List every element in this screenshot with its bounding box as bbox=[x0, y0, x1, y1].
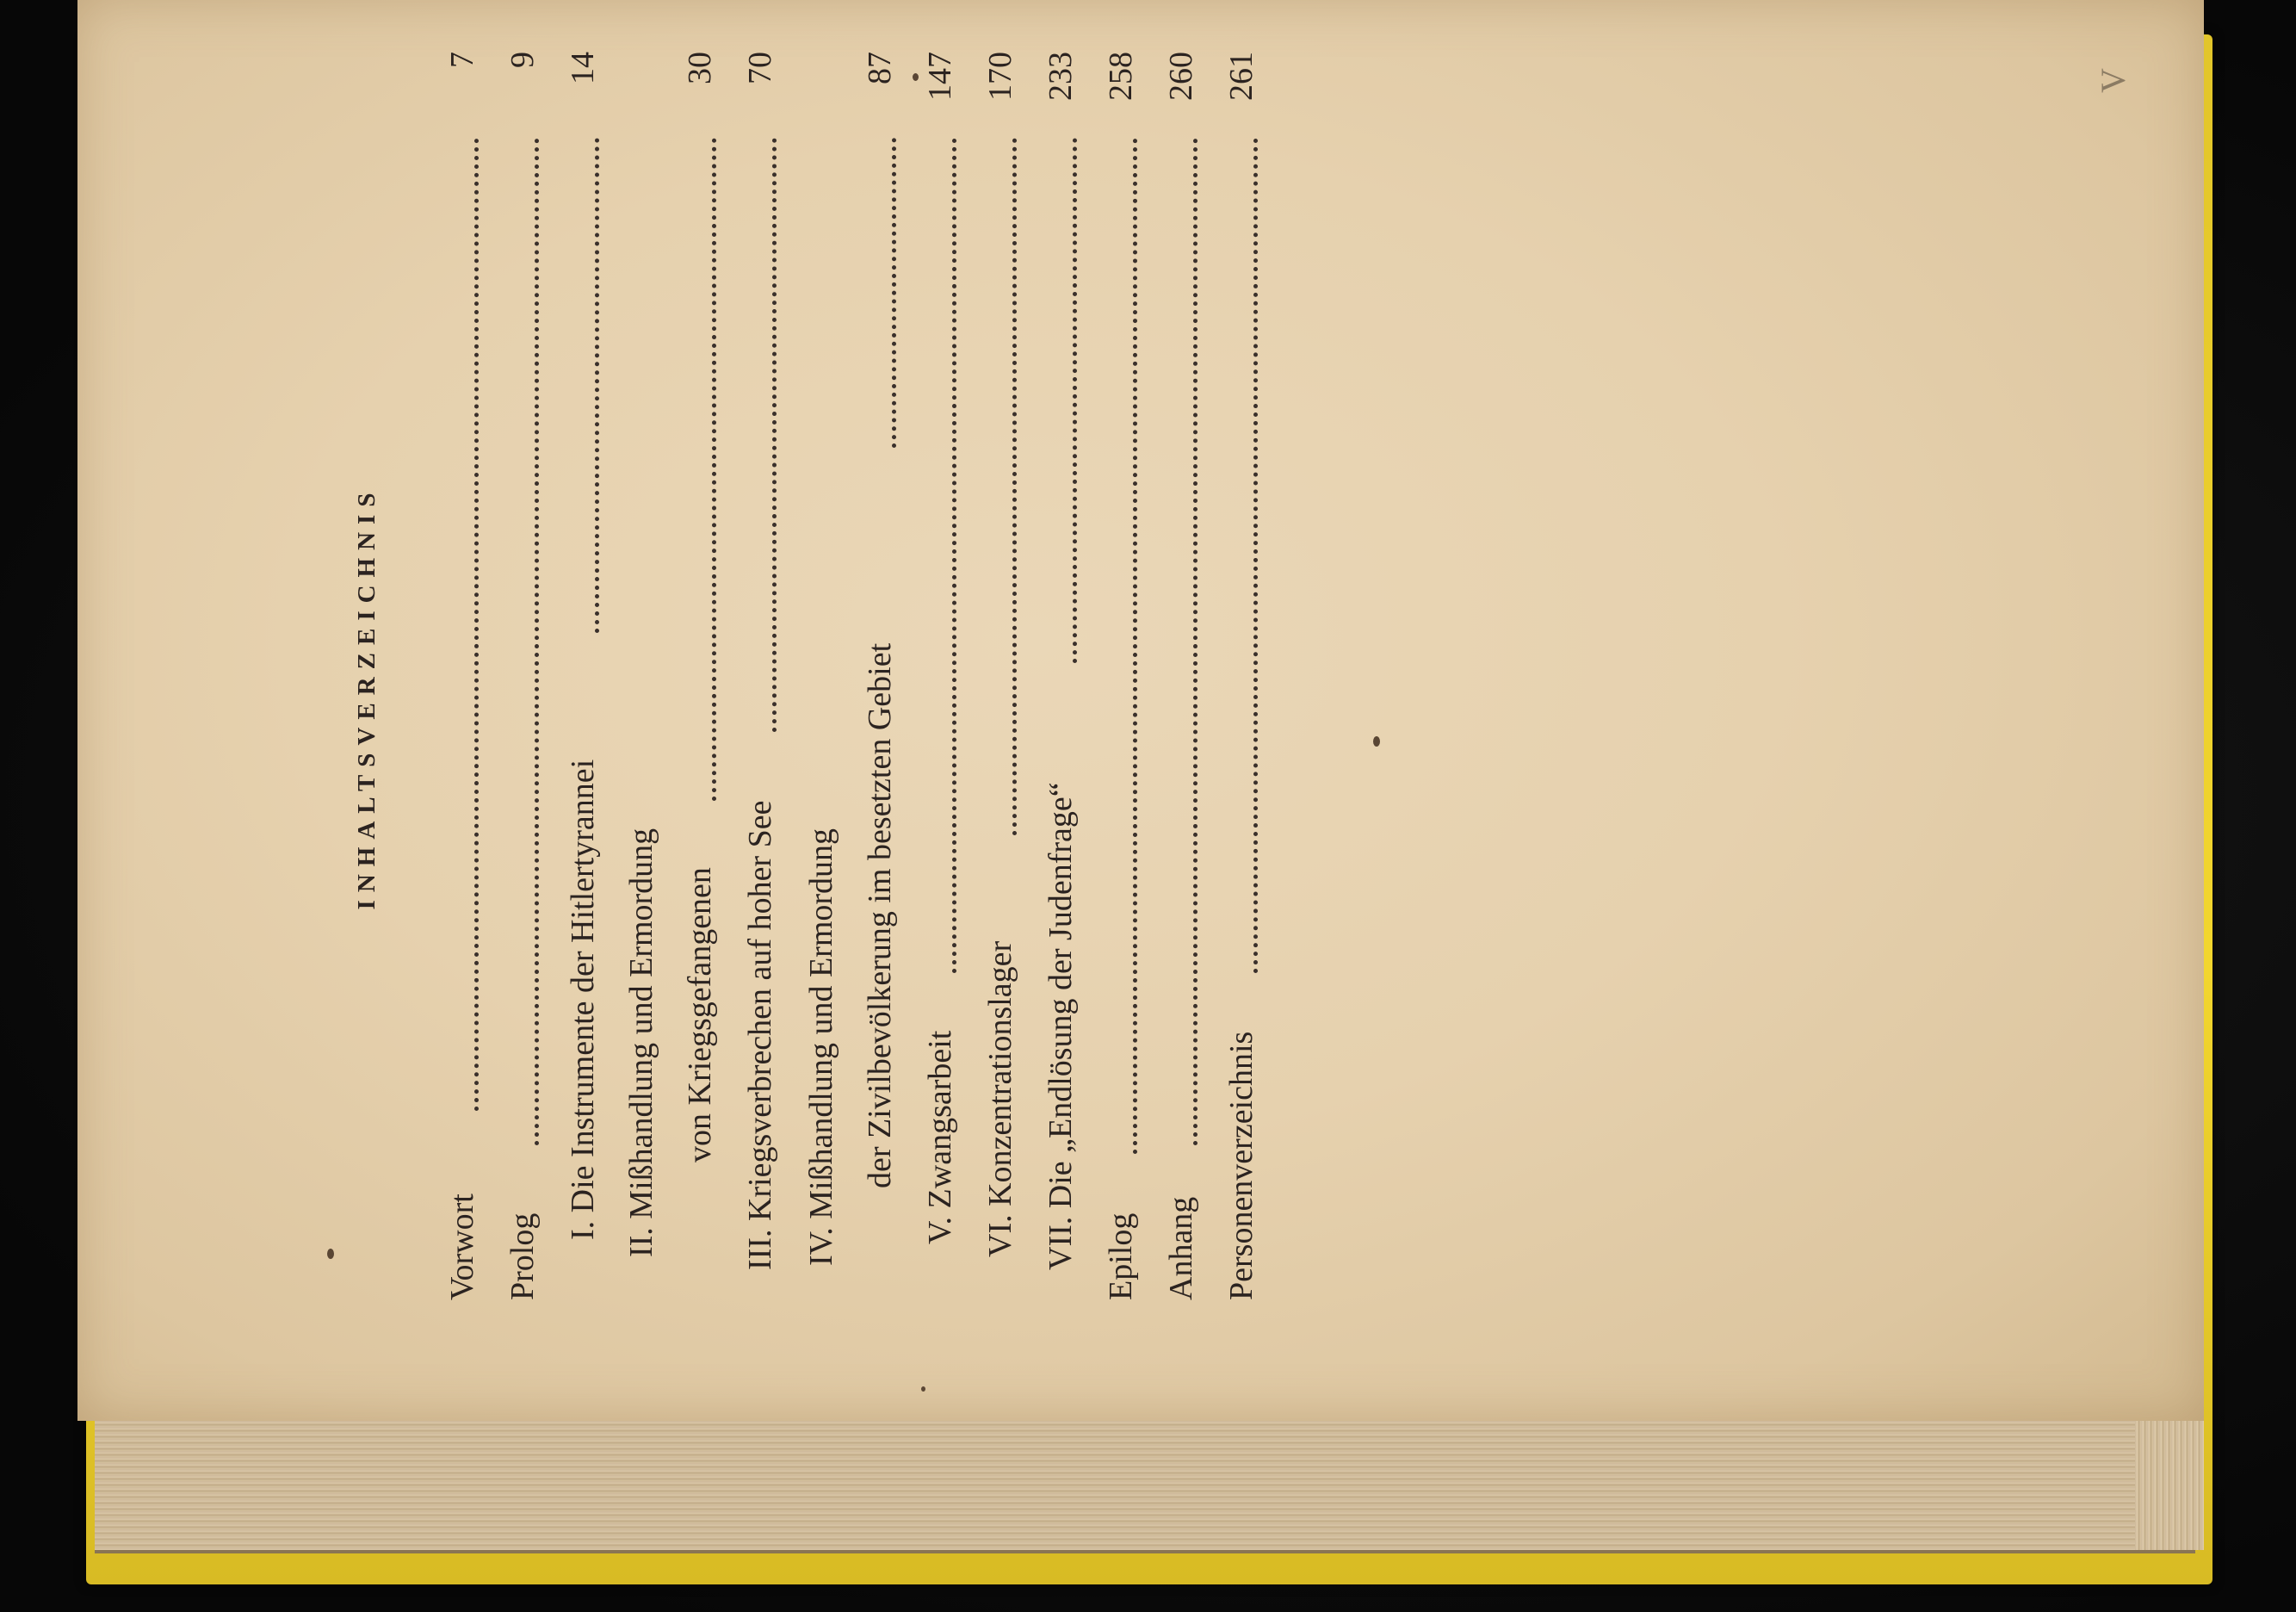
entry-page: 147 bbox=[922, 52, 958, 101]
toc-entry bbox=[981, 52, 1019, 1343]
entry-label: Vorwort bbox=[444, 1194, 480, 1300]
entry-page: 260 bbox=[1163, 52, 1199, 101]
toc-entry bbox=[623, 52, 719, 1343]
table-of-contents bbox=[327, 52, 1360, 1343]
entry-page: 233 bbox=[1043, 52, 1079, 101]
toc-entry bbox=[443, 52, 481, 1343]
page-folio: V bbox=[2093, 68, 2132, 93]
entry-label: II. Mißhandlung und Ermordung bbox=[623, 828, 659, 1257]
entry-page: 7 bbox=[444, 52, 480, 68]
entry-label: Prolog bbox=[504, 1212, 541, 1300]
toc-entry bbox=[1102, 52, 1140, 1343]
entry-page: 9 bbox=[504, 52, 541, 68]
leader-dots bbox=[1228, 138, 1258, 973]
toc-entry bbox=[564, 52, 602, 1343]
toc-entry bbox=[1222, 52, 1260, 1343]
leader-dots bbox=[1107, 138, 1137, 1154]
toc-entry bbox=[921, 52, 959, 1343]
entry-page: 170 bbox=[982, 52, 1018, 101]
entry-label-continued: von Kriegsgefangenen bbox=[682, 867, 718, 1162]
paper-speck bbox=[921, 1386, 925, 1392]
entry-label: VI. Konzentrationslager bbox=[982, 940, 1018, 1257]
entry-page: 70 bbox=[742, 52, 778, 84]
entry-page: 87 bbox=[862, 52, 898, 84]
leader-dots bbox=[686, 138, 716, 801]
toc-entry bbox=[741, 52, 779, 1343]
entry-label: III. Kriegsverbrechen auf hoher See bbox=[742, 800, 778, 1270]
entry-label: Personenverzeichnis bbox=[1223, 1031, 1259, 1300]
leader-dots bbox=[1047, 138, 1077, 663]
entry-label-continued: der Zivilbevölkerung im besetzten Gebiet bbox=[862, 642, 898, 1188]
leader-dots bbox=[866, 138, 896, 448]
leader-dots bbox=[509, 138, 539, 1145]
paper-speck bbox=[1373, 736, 1380, 747]
toc-entry bbox=[504, 52, 542, 1343]
leader-dots bbox=[569, 138, 599, 633]
entry-page: 30 bbox=[682, 52, 718, 84]
leader-dots bbox=[926, 138, 956, 973]
toc-entry bbox=[803, 52, 899, 1343]
toc-entry bbox=[1042, 52, 1080, 1343]
entry-label: IV. Mißhandlung und Ermordung bbox=[803, 828, 839, 1266]
toc-entry bbox=[1162, 52, 1200, 1343]
leader-dots bbox=[1167, 138, 1198, 1145]
leader-dots bbox=[746, 138, 777, 732]
entry-label: V. Zwangsarbeit bbox=[922, 1030, 958, 1244]
leader-dots bbox=[987, 138, 1017, 835]
entry-label: Anhang bbox=[1163, 1196, 1199, 1300]
entry-page: 14 bbox=[565, 52, 601, 84]
toc-title: INHALTSVERZEICHNIS bbox=[353, 485, 381, 910]
leader-dots bbox=[449, 138, 479, 1111]
entry-page: 261 bbox=[1223, 52, 1259, 101]
entry-label: VII. Die „Endlösung der Judenfrage“ bbox=[1043, 782, 1079, 1270]
entry-label: I. Die Instrumente der Hitlertyrannei bbox=[565, 759, 601, 1240]
entry-page: 258 bbox=[1103, 52, 1139, 101]
entry-label: Epilog bbox=[1103, 1212, 1139, 1300]
